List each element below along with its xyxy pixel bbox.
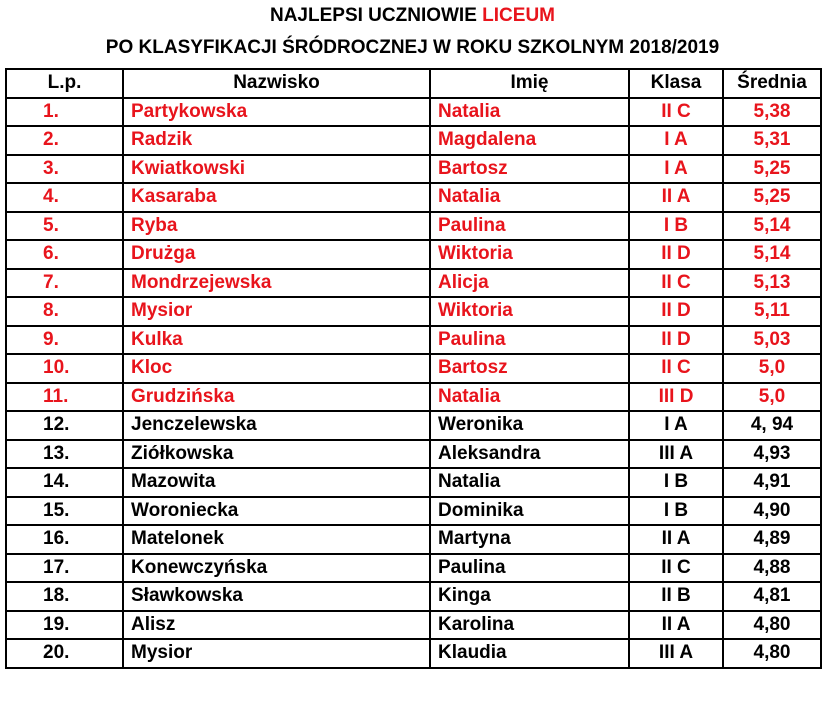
cell-srednia: 4,80 <box>723 639 821 668</box>
cell-imie: Wiktoria <box>430 297 629 326</box>
cell-nazwisko: Radzik <box>123 126 430 155</box>
cell-srednia: 5,14 <box>723 240 821 269</box>
cell-klasa: II D <box>629 326 723 355</box>
cell-klasa: III A <box>629 639 723 668</box>
cell-klasa: II D <box>629 297 723 326</box>
cell-nazwisko: Drużga <box>123 240 430 269</box>
cell-klasa: II C <box>629 554 723 583</box>
cell-nazwisko: Konewczyńska <box>123 554 430 583</box>
header-srednia: Średnia <box>723 69 821 98</box>
cell-imie: Paulina <box>430 212 629 241</box>
cell-lp: 2. <box>6 126 123 155</box>
cell-nazwisko: Alisz <box>123 611 430 640</box>
cell-nazwisko: Mondrzejewska <box>123 269 430 298</box>
cell-klasa: II D <box>629 240 723 269</box>
cell-imie: Bartosz <box>430 354 629 383</box>
cell-klasa: II A <box>629 525 723 554</box>
cell-klasa: II C <box>629 354 723 383</box>
cell-lp: 13. <box>6 440 123 469</box>
cell-imie: Natalia <box>430 183 629 212</box>
table-row <box>6 240 821 269</box>
table-body <box>6 98 821 668</box>
table-row <box>6 98 821 127</box>
cell-klasa: I A <box>629 126 723 155</box>
cell-lp: 8. <box>6 297 123 326</box>
cell-srednia: 5,25 <box>723 183 821 212</box>
cell-lp: 1. <box>6 98 123 127</box>
cell-imie: Karolina <box>430 611 629 640</box>
table-row <box>6 525 821 554</box>
cell-imie: Weronika <box>430 411 629 440</box>
table-row <box>6 183 821 212</box>
table-row <box>6 497 821 526</box>
cell-srednia: 5,03 <box>723 326 821 355</box>
cell-lp: 10. <box>6 354 123 383</box>
cell-klasa: I B <box>629 497 723 526</box>
cell-lp: 7. <box>6 269 123 298</box>
cell-klasa: II A <box>629 611 723 640</box>
cell-imie: Wiktoria <box>430 240 629 269</box>
cell-imie: Magdalena <box>430 126 629 155</box>
cell-imie: Paulina <box>430 554 629 583</box>
cell-imie: Kinga <box>430 582 629 611</box>
page-subtitle: PO KLASYFIKACJI ŚRÓDROCZNEJ W ROKU SZKOLNYM 2018/2019 <box>105 37 720 58</box>
table-header-row <box>6 69 821 98</box>
cell-lp: 16. <box>6 525 123 554</box>
cell-lp: 9. <box>6 326 123 355</box>
table-row <box>6 468 821 497</box>
cell-srednia: 4,90 <box>723 497 821 526</box>
title-highlight: LICEUM <box>482 5 555 26</box>
cell-nazwisko: Woroniecka <box>123 497 430 526</box>
cell-srednia: 4,93 <box>723 440 821 469</box>
cell-lp: 17. <box>6 554 123 583</box>
cell-lp: 15. <box>6 497 123 526</box>
cell-nazwisko: Kasaraba <box>123 183 430 212</box>
cell-nazwisko: Partykowska <box>123 98 430 127</box>
cell-klasa: I B <box>629 212 723 241</box>
cell-imie: Alicja <box>430 269 629 298</box>
cell-klasa: II B <box>629 582 723 611</box>
cell-lp: 14. <box>6 468 123 497</box>
table-row <box>6 212 821 241</box>
cell-imie: Natalia <box>430 98 629 127</box>
cell-klasa: I A <box>629 411 723 440</box>
cell-nazwisko: Mysior <box>123 639 430 668</box>
header-klasa: Klasa <box>629 69 723 98</box>
cell-klasa: II C <box>629 269 723 298</box>
cell-srednia: 5,0 <box>723 354 821 383</box>
cell-nazwisko: Kloc <box>123 354 430 383</box>
cell-lp: 6. <box>6 240 123 269</box>
table-row <box>6 383 821 412</box>
cell-nazwisko: Jenczelewska <box>123 411 430 440</box>
cell-nazwisko: Ziółkowska <box>123 440 430 469</box>
table-row <box>6 582 821 611</box>
cell-klasa: II C <box>629 98 723 127</box>
cell-srednia: 5,31 <box>723 126 821 155</box>
page-title <box>0 5 825 27</box>
header-imie: Imię <box>430 69 629 98</box>
cell-srednia: 4, 94 <box>723 411 821 440</box>
cell-klasa: I B <box>629 468 723 497</box>
cell-klasa: III A <box>629 440 723 469</box>
cell-imie: Aleksandra <box>430 440 629 469</box>
table-row <box>6 554 821 583</box>
cell-srednia: 4,91 <box>723 468 821 497</box>
table-row <box>6 354 821 383</box>
cell-lp: 20. <box>6 639 123 668</box>
cell-srednia: 5,13 <box>723 269 821 298</box>
cell-klasa: II A <box>629 183 723 212</box>
table-row <box>6 611 821 640</box>
cell-lp: 18. <box>6 582 123 611</box>
ranking-table <box>5 68 822 669</box>
cell-srednia: 4,80 <box>723 611 821 640</box>
cell-srednia: 5,14 <box>723 212 821 241</box>
table-row <box>6 126 821 155</box>
cell-imie: Paulina <box>430 326 629 355</box>
cell-nazwisko: Kwiatkowski <box>123 155 430 184</box>
cell-nazwisko: Ryba <box>123 212 430 241</box>
table-row <box>6 155 821 184</box>
table-row <box>6 326 821 355</box>
cell-imie: Dominika <box>430 497 629 526</box>
title-prefix: NAJLEPSI UCZNIOWIE <box>269 5 483 26</box>
cell-imie: Natalia <box>430 468 629 497</box>
table-row <box>6 411 821 440</box>
table-row <box>6 639 821 668</box>
cell-nazwisko: Mysior <box>123 297 430 326</box>
cell-srednia: 4,88 <box>723 554 821 583</box>
header-lp: L.p. <box>6 69 123 98</box>
cell-lp: 4. <box>6 183 123 212</box>
table-row <box>6 297 821 326</box>
header-nazwisko: Nazwisko <box>123 69 430 98</box>
cell-lp: 19. <box>6 611 123 640</box>
cell-nazwisko: Matelonek <box>123 525 430 554</box>
cell-nazwisko: Grudzińska <box>123 383 430 412</box>
cell-imie: Martyna <box>430 525 629 554</box>
cell-srednia: 5,0 <box>723 383 821 412</box>
cell-imie: Klaudia <box>430 639 629 668</box>
cell-imie: Bartosz <box>430 155 629 184</box>
cell-srednia: 5,25 <box>723 155 821 184</box>
cell-srednia: 4,81 <box>723 582 821 611</box>
cell-nazwisko: Kulka <box>123 326 430 355</box>
cell-nazwisko: Sławkowska <box>123 582 430 611</box>
cell-klasa: I A <box>629 155 723 184</box>
cell-imie: Natalia <box>430 383 629 412</box>
cell-klasa: III D <box>629 383 723 412</box>
cell-nazwisko: Mazowita <box>123 468 430 497</box>
cell-lp: 11. <box>6 383 123 412</box>
cell-srednia: 5,38 <box>723 98 821 127</box>
cell-lp: 5. <box>6 212 123 241</box>
cell-srednia: 5,11 <box>723 297 821 326</box>
cell-lp: 3. <box>6 155 123 184</box>
table-row <box>6 269 821 298</box>
cell-lp: 12. <box>6 411 123 440</box>
cell-srednia: 4,89 <box>723 525 821 554</box>
table-row <box>6 440 821 469</box>
